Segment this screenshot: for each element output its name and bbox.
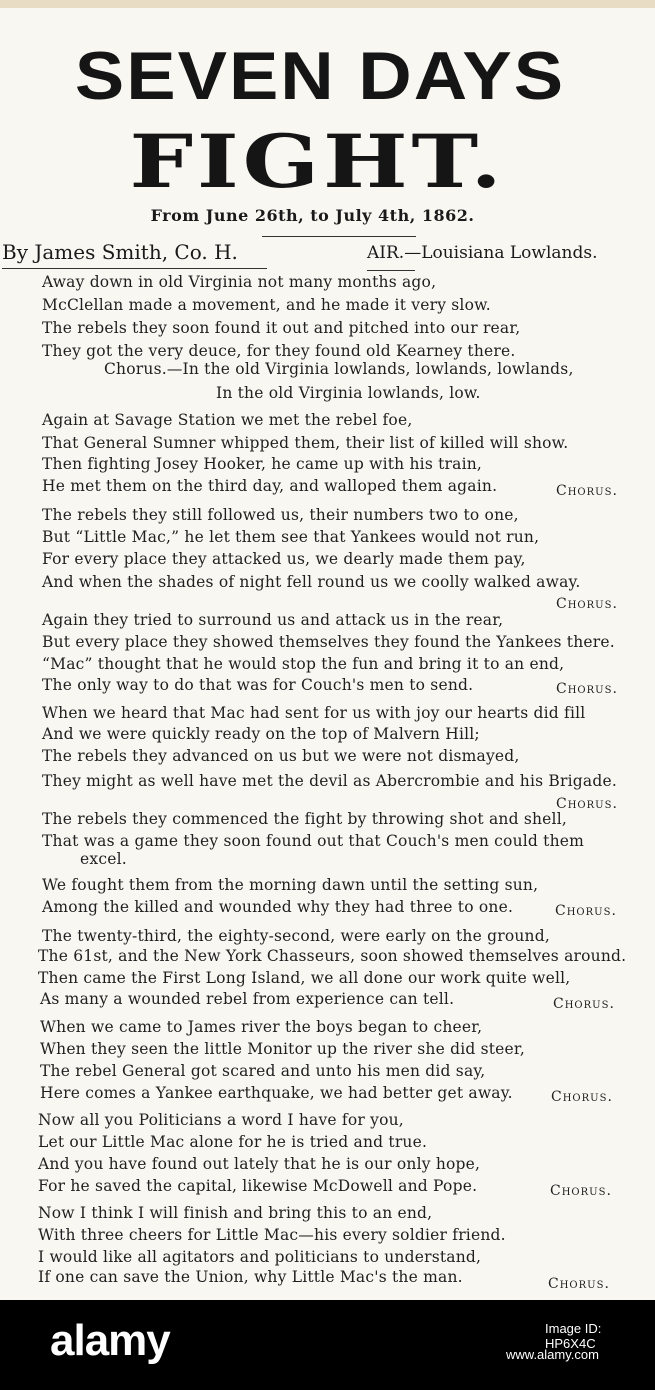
chorus-label: Chorus.	[551, 1089, 613, 1105]
chorus-label: Chorus.	[556, 681, 618, 697]
poem-line: excel.	[80, 850, 127, 868]
poem-line: Again at Savage Station we met the rebel foe,	[42, 411, 413, 429]
poem-line: For every place they attacked us, we dearly made them pay,	[42, 550, 526, 568]
poem-line: And you have found out lately that he is our only hope,	[38, 1155, 481, 1173]
poem-line: If one can save the Union, why Little Mac's the man.	[38, 1268, 463, 1286]
poem-line: In the old Virginia lowlands, low.	[216, 384, 481, 402]
poem-line: Again they tried to surround us and attack us in the rear,	[42, 611, 504, 629]
poem-line: For he saved the capital, likewise McDowell and Pope.	[38, 1177, 478, 1195]
poem-line: As many a wounded rebel from experience can tell.	[40, 990, 455, 1008]
site-url-text: www.alamy.com	[506, 1347, 599, 1362]
poem-line: And we were quickly ready on the top of Malvern Hill;	[42, 725, 480, 743]
poem-line: Among the killed and wounded why they had three to one.	[42, 898, 514, 916]
poem-line: That was a game they soon found out that Couch's men could them	[42, 832, 585, 850]
poem-line: When we came to James river the boys began to cheer,	[40, 1018, 483, 1036]
poem-line: We fought them from the morning dawn until the setting sun,	[42, 876, 539, 894]
poem-line: “Mac” thought that he would stop the fun and bring it to an end,	[42, 655, 565, 673]
poem-line: He met them on the third day, and walloped them again.	[42, 477, 498, 495]
image-id-text: Image ID: HP6X4C	[545, 1321, 602, 1351]
poem-line: McClellan made a movement, and he made it very slow.	[42, 296, 491, 314]
poem-line: Now I think I will finish and bring this to an end,	[38, 1204, 433, 1222]
poem-line: Chorus.—In the old Virginia lowlands, lowlands, lowlands,	[104, 360, 574, 378]
poem-line: The rebel General got scared and unto his men did say,	[40, 1062, 486, 1080]
date-range: From June 26th, to July 4th, 1862.	[150, 206, 475, 225]
poem-line: Away down in old Virginia not many months ago,	[42, 273, 437, 291]
chorus-label: Chorus.	[548, 1276, 610, 1292]
poem-line: The rebels they still followed us, their numbers two to one,	[42, 506, 519, 524]
poem-line: They got the very deuce, for they found old Kearney there.	[42, 342, 516, 360]
poem-line: The rebels they commenced the fight by throwing shot and shell,	[42, 810, 568, 828]
chorus-label: Chorus.	[556, 796, 618, 812]
poem-line: That General Sumner whipped them, their list of killed will show.	[42, 434, 569, 452]
poem-line: With three cheers for Little Mac—his every soldier friend.	[38, 1226, 506, 1244]
poem-line: Then fighting Josey Hooker, he came up with his train,	[42, 455, 483, 473]
poem-line: The rebels they advanced on us but we were not dismayed,	[42, 747, 520, 765]
poem-line: But every place they showed themselves they found the Yankees there.	[42, 633, 615, 651]
title-line-1: SEVEN DAYS	[74, 37, 566, 114]
title-line-2: FIGHT.	[129, 117, 506, 206]
alamy-logo: alamy	[50, 1316, 170, 1365]
poem-line: When we heard that Mac had sent for us with joy our hearts did fill	[42, 704, 586, 722]
chorus-label: Chorus.	[550, 1183, 612, 1199]
chorus-label: Chorus.	[553, 996, 615, 1012]
author-line: By James Smith, Co. H.	[2, 240, 238, 264]
poem-line: The rebels they soon found it out and pitched into our rear,	[42, 319, 521, 337]
chorus-label: Chorus.	[556, 483, 618, 499]
poem-line: They might as well have met the devil as Abercrombie and his Brigade.	[42, 772, 617, 790]
poem-line: I would like all agitators and politicians to understand,	[38, 1248, 482, 1266]
air-line: AIR.—Louisiana Lowlands.	[367, 243, 598, 263]
poem-line: And when the shades of night fell round us we coolly walked away.	[42, 573, 581, 591]
poem-line: The only way to do that was for Couch's men to send.	[42, 676, 474, 694]
poem-line: The twenty-third, the eighty-second, were early on the ground,	[42, 927, 550, 945]
chorus-label: Chorus.	[555, 903, 617, 919]
poem-line: Now all you Politicians a word I have for you,	[38, 1111, 404, 1129]
poem-line: Then came the First Long Island, we all done our work quite well,	[38, 969, 571, 987]
poem-line: Here comes a Yankee earthquake, we had better get away.	[40, 1084, 513, 1102]
poem-line: When they seen the little Monitor up the river she did steer,	[40, 1040, 525, 1058]
poem-line: Let our Little Mac alone for he is tried and true.	[38, 1133, 428, 1151]
poem-line: But “Little Mac,” he let them see that Yankees would not run,	[42, 528, 540, 546]
poem-line: The 61st, and the New York Chasseurs, soon showed themselves around.	[38, 947, 627, 965]
chorus-label: Chorus.	[556, 596, 618, 612]
